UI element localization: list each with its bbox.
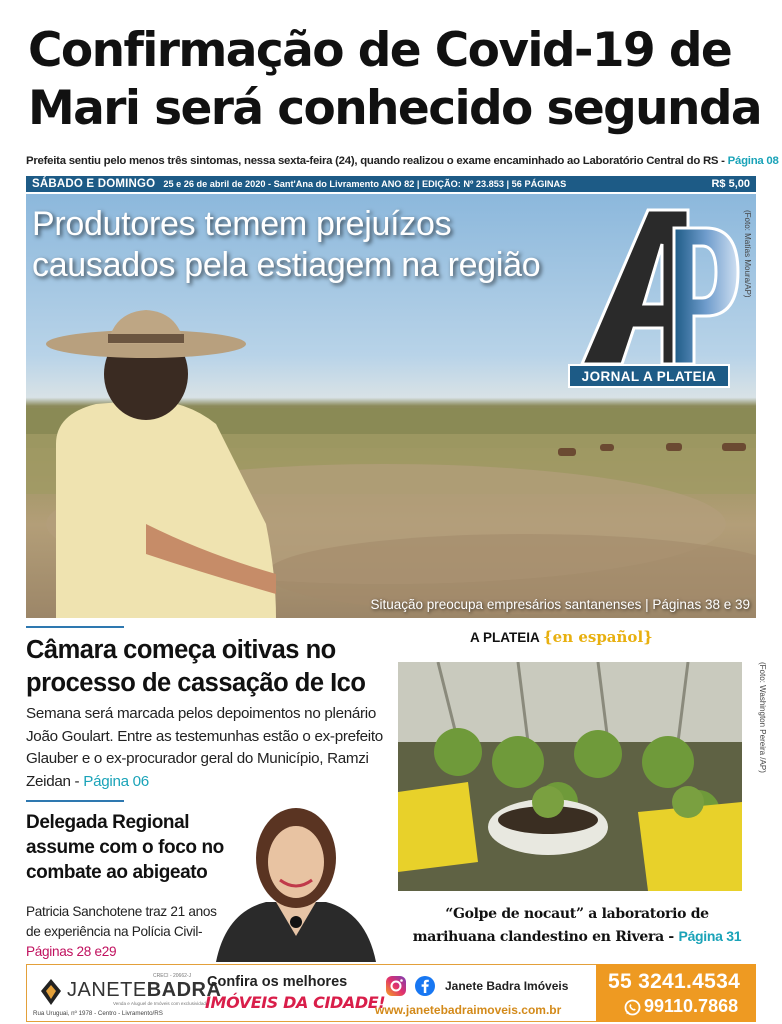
ad-name-bold: BADRA (146, 979, 222, 1001)
ad-tagline: Venda e Aluguel de Imóveis com exclusividade (113, 1001, 209, 1006)
ad-brand-name (67, 979, 221, 1002)
cannabis-greenhouse-image (398, 662, 742, 891)
janete-badra-advertisement[interactable] (26, 964, 756, 1022)
edition-details: 25 e 26 de abril de 2020 - Sant'Ana do Livramento ANO 82 | EDIÇÃO: Nº 23.853 | 56 PÁGINAS (163, 179, 567, 189)
whatsapp-icon (624, 999, 641, 1016)
delegada-title-line-1: Delegada Regional (26, 812, 190, 833)
camara-page-link[interactable]: Página 06 (83, 772, 149, 790)
ad-cta-line-2: IMÓVEIS DA CIDADE! (205, 993, 386, 1012)
delegada-text: Patricia Sanchotene traz 21 anos de experiência na Polícia Civil- (26, 904, 217, 939)
camara-story-text (26, 703, 396, 793)
en-espanol-section-label (470, 628, 653, 646)
subhead-page-link[interactable]: Página 08 (727, 155, 779, 167)
main-headline[interactable] (28, 22, 768, 138)
main-story-title[interactable] (32, 204, 540, 286)
ad-address: Rua Uruguai, nº 1978 - Centro - Livramento/RS (33, 1010, 163, 1017)
ad-phone-whatsapp[interactable]: 99110.7868 (644, 996, 739, 1016)
camara-text: Semana será marcada pelos depoimentos no plenário João Goulart. Entre as testemunhas estão o ex-prefeito Glauber e o ex-procurador geral do Município, Ramzi Zeidan - (26, 705, 383, 790)
plateia-label-text: A PLATEIA (470, 630, 540, 645)
ad-creci: CRECI - 20662-J (153, 973, 192, 979)
rivera-story-caption[interactable] (392, 903, 762, 948)
edition-weekend: SÁBADO E DOMINGO (32, 178, 156, 190)
ad-cta-line-1: Confira os melhores (207, 974, 348, 990)
camara-title-line-2: processo de cassação de Ico (26, 669, 366, 697)
edition-bar (26, 176, 756, 192)
section-rule-1 (26, 626, 124, 628)
edition-price: R$ 5,00 (711, 178, 750, 190)
main-photo-credit: (Foto: Matías Moura/AP) (743, 210, 752, 298)
headline-line-1: Confirmação de Covid-19 de (28, 23, 732, 78)
main-title-line-1: Produtores temem prejuízos (32, 205, 452, 243)
headline-line-2: Mari será conhecido segunda (28, 81, 762, 136)
logo-name-bar: JORNAL A PLATEIA (568, 364, 730, 388)
delegada-title-line-2: assume com o foco no (26, 837, 224, 858)
facebook-icon[interactable] (414, 975, 436, 997)
instagram-icon[interactable] (385, 975, 407, 997)
rivera-caption-line-2 (392, 925, 762, 948)
en-espanol-tag: {en español} (543, 628, 653, 646)
rivera-caption-text: marihuana clandestino en Rivera - (412, 929, 674, 945)
rivera-photo-credit: (Foto: Washington Pereira /AP) (758, 662, 767, 773)
headline-subhead (26, 155, 779, 167)
camara-title-line-1: Câmara começa oitivas no (26, 636, 336, 664)
main-title-line-2: causados pela estiagem na região (32, 246, 541, 284)
rivera-page-link[interactable]: Página 31 (678, 928, 742, 944)
rivera-caption-line-1: “Golpe de nocaut” a laboratorio de (445, 906, 709, 922)
delegada-title-line-3: combate ao abigeato (26, 862, 208, 883)
camara-story-title[interactable] (26, 634, 396, 700)
ad-website-link[interactable]: www.janetebadraimoveis.com.br (375, 1003, 562, 1017)
ad-phone-box (596, 964, 756, 1022)
delegada-story-text (26, 902, 226, 962)
delegada-portrait-image (206, 796, 384, 962)
subhead-text: Prefeita sentiu pelo menos três sintomas, nessa sexta-feira (24), quando realizou o exame encaminhado ao Laboratório Central do RS - (26, 155, 725, 167)
rivera-lab-photo[interactable] (398, 662, 742, 891)
ad-phone-landline[interactable]: 55 3241.4534 (608, 970, 741, 993)
main-photo-caption[interactable]: Situação preocupa empresários santanenses | Páginas 38 e 39 (370, 597, 750, 612)
ad-social-handle[interactable]: Janete Badra Imóveis (445, 979, 569, 993)
delegada-page-link[interactable]: Páginas 28 e29 (26, 944, 117, 959)
ad-name-light: JANETE (67, 979, 147, 1001)
section-rule-2 (26, 800, 124, 802)
